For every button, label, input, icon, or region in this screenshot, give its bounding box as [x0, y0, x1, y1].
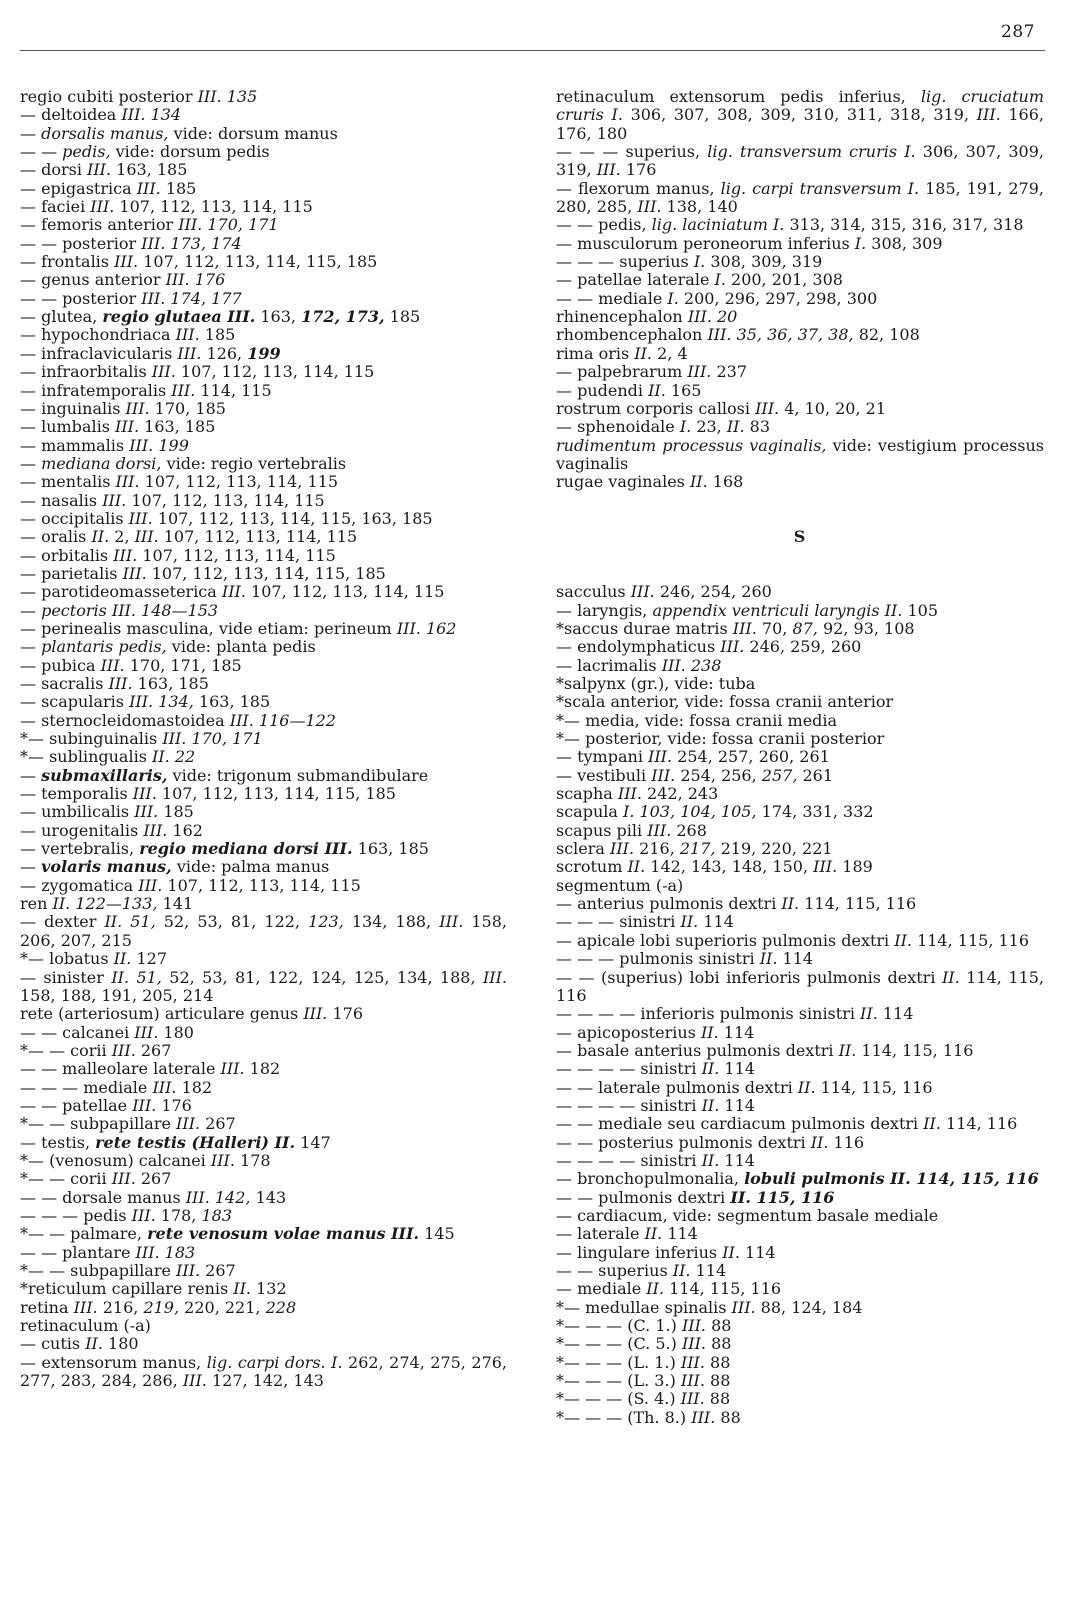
spacer [556, 547, 1044, 565]
section-letter: S [793, 527, 807, 547]
index-entry: — — posterior III. 174, 177 [20, 288, 242, 308]
index-entry: — laterale II. 114 [556, 1224, 698, 1244]
index-entry: *— — corii III. 267 [20, 1169, 172, 1189]
index-entry: — nasalis III. 107, 112, 113, 114, 115 [20, 490, 325, 510]
index-entry: — dorsalis manus, vide: dorsum manus [20, 123, 338, 143]
index-entry: — apicale lobi superioris pulmonis dextri II. 114, 115, 116 [556, 930, 1030, 950]
index-entry: — cardiacum, vide: segmentum basale mediale [556, 1205, 939, 1225]
index-entry: retinaculum extensorum pedis inferius, lig. cruciatum cruris I. 306, 307, 308, 309, 310, 311, 318, 319, III. 166, 176, 180 [556, 87, 1044, 143]
index-entry: — — mediale I. 200, 296, 297, 298, 300 [556, 288, 878, 308]
index-entry: — parietalis III. 107, 112, 113, 114, 115, 185 [20, 563, 386, 583]
index-entry: scapus pili III. 268 [556, 820, 707, 840]
index-entry: *— — — (L. 3.) III. 88 [556, 1371, 731, 1391]
index-entry: — cutis II. 180 [20, 1334, 139, 1354]
index-entry: — — laterale pulmonis dextri II. 114, 115, 116 [556, 1077, 933, 1097]
index-entry: rugae vaginales II. 168 [556, 472, 744, 492]
index-entry: — testis, rete testis (Halleri) II. 147 [20, 1132, 331, 1152]
index-entry: — perinealis masculina, vide etiam: perineum III. 162 [20, 618, 457, 638]
index-entry: — dexter II. 51, 52, 53, 81, 122, 123, 134, 188, III. 158, 206, 207, 215 [20, 912, 508, 950]
index-entry: — musculorum peroneorum inferius I. 308, 309 [556, 233, 943, 253]
index-entry: *— — palmare, rete venosum volae manus III. 145 [20, 1224, 455, 1244]
spacer [556, 510, 1044, 528]
index-entry: — — superius II. 114 [556, 1261, 727, 1280]
index-entry: — — calcanei III. 180 [20, 1022, 194, 1042]
index-entry: — — — pulmonis sinistri II. 114 [556, 949, 814, 969]
index-column-left [20, 88, 507, 1390]
index-entry: — pudendi II. 165 [556, 380, 702, 400]
index-entry: *salpynx (gr.), vide: tuba [556, 674, 756, 693]
index-entry: — — — — sinistri II. 114 [556, 1150, 755, 1170]
index-entry: — urogenitalis III. 162 [20, 820, 203, 840]
index-entry: rhombencephalon III. 35, 36, 37, 38, 82, 108 [556, 325, 920, 345]
index-entry: *saccus durae matris III. 70, 87, 92, 93, 108 [556, 618, 915, 638]
index-entry: — — — pedis III. 178, 183 [20, 1205, 233, 1225]
index-entry: — — — — inferioris pulmonis sinistri II. 114 [556, 1004, 914, 1024]
index-entry: scapha III. 242, 243 [556, 784, 719, 804]
index-entry: — anterius pulmonis dextri II. 114, 115, 116 [556, 894, 917, 914]
index-entry: rete (arteriosum) articulare genus III. 176 [20, 1004, 363, 1024]
index-entry: — — malleolare laterale III. 182 [20, 1059, 281, 1079]
index-entry: — — plantare III. 183 [20, 1242, 196, 1262]
index-entry: — mediale II. 114, 115, 116 [556, 1279, 782, 1299]
index-column-right [556, 88, 1044, 1427]
index-entry: sacculus III. 246, 254, 260 [556, 582, 772, 602]
index-entry: — mentalis III. 107, 112, 113, 114, 115 [20, 472, 339, 492]
index-entry: — dorsi III. 163, 185 [20, 160, 188, 180]
index-entry: — sternocleidomastoidea III. 116—122 [20, 710, 336, 730]
index-entry: — zygomatica III. 107, 112, 113, 114, 115 [20, 875, 361, 895]
index-entry: — hypochondriaca III. 185 [20, 325, 236, 345]
index-entry: — sinister II. 51, 52, 53, 81, 122, 124, 125, 134, 188, III. 158, 188, 191, 205, 214 [20, 967, 507, 1005]
index-entry: rudimentum processus vaginalis, vide: vestigium processus vaginalis [556, 435, 1044, 473]
index-entry: — — — superius, lig. transversum cruris I. 306, 307, 309, 319, III. 176 [556, 142, 1045, 180]
index-entry: *scala anterior, vide: fossa cranii anterior [556, 692, 894, 712]
index-entry: — — (superius) lobi inferioris pulmonis dextri II. 114, 115, 116 [556, 967, 1045, 1005]
index-entry: — palpebrarum III. 237 [556, 362, 748, 382]
index-entry: — — dorsale manus III. 142, 143 [20, 1187, 287, 1207]
index-entry: retinaculum (-a) [20, 1316, 151, 1336]
index-entry: scrotum II. 142, 143, 148, 150, III. 189 [556, 857, 873, 877]
index-entry: — inguinalis III. 170, 185 [20, 398, 226, 418]
index-entry: *— — subpapillare III. 267 [20, 1114, 236, 1134]
index-entry: — volaris manus, vide: palma manus [20, 857, 330, 877]
index-entry: — frontalis III. 107, 112, 113, 114, 115, 185 [20, 252, 378, 272]
index-entry: sclera III. 216, 217, 219, 220, 221 [556, 839, 833, 859]
index-entry: — mediana dorsi, vide: regio vertebralis [20, 453, 347, 473]
index-entry: — laryngis, appendix ventriculi laryngis II. 105 [556, 600, 938, 620]
index-entry: *— medullae spinalis III. 88, 124, 184 [556, 1297, 863, 1317]
index-entry: — parotideomasseterica III. 107, 112, 113, 114, 115 [20, 582, 445, 602]
header-rule [20, 50, 1045, 51]
index-entry: ren II. 122—133, 141 [20, 894, 194, 914]
index-entry: — sphenoidale I. 23, II. 83 [556, 417, 771, 437]
index-entry: — oralis II. 2, III. 107, 112, 113, 114, 115 [20, 527, 358, 547]
index-entry: *— lobatus II. 127 [20, 949, 168, 969]
index-entry: — vestibuli III. 254, 256, 257, 261 [556, 765, 834, 785]
page-number: 287 [1001, 22, 1035, 42]
index-entry: — tympani III. 254, 257, 260, 261 [556, 747, 830, 767]
index-entry: — sacralis III. 163, 185 [20, 674, 209, 693]
index-entry: — — pulmonis dextri II. 115, 116 [556, 1187, 835, 1207]
index-entry: — endolymphaticus III. 246, 259, 260 [556, 637, 862, 657]
index-entry: — — — — sinistri II. 114 [556, 1095, 755, 1115]
index-entry: — — posterior III. 173, 174 [20, 233, 242, 253]
index-entry: *— (venosum) calcanei III. 178 [20, 1150, 271, 1170]
index-entry: *— — — (C. 5.) III. 88 [556, 1334, 732, 1354]
index-entry: — basale anterius pulmonis dextri II. 114, 115, 116 [556, 1040, 974, 1060]
index-entry: — — patellae III. 176 [20, 1095, 192, 1115]
index-entry: — — — — sinistri II. 114 [556, 1059, 755, 1079]
index-entry: regio cubiti posterior III. 135 [20, 87, 258, 106]
index-entry: — — — mediale III. 182 [20, 1077, 213, 1097]
index-entry: — patellae laterale I. 200, 201, 308 [556, 270, 843, 290]
index-entry: *— media, vide: fossa cranii media [556, 710, 838, 730]
index-entry: — epigastrica III. 185 [20, 178, 197, 198]
index-entry: rhinencephalon III. 20 [556, 307, 738, 327]
index-entry: *— — — (C. 1.) III. 88 [556, 1316, 732, 1336]
index-entry: — infraclavicularis III. 126, 199 [20, 343, 281, 363]
index-entry: *— subinguinalis III. 170, 171 [20, 729, 263, 749]
index-entry: *— sublingualis II. 22 [20, 747, 196, 767]
index-entry: — plantaris pedis, vide: planta pedis [20, 637, 316, 657]
index-entry: — — pedis, lig. laciniatum I. 313, 314, 315, 316, 317, 318 [556, 215, 1024, 235]
index-entry: *— — — (L. 1.) III. 88 [556, 1352, 731, 1372]
spacer [556, 492, 1044, 510]
index-entry: — deltoidea III. 134 [20, 105, 182, 125]
index-entry: — lacrimalis III. 238 [556, 655, 722, 675]
index-entry: — vertebralis, regio mediana dorsi III. 163, 185 [20, 839, 429, 859]
index-entry: — femoris anterior III. 170, 171 [20, 215, 279, 235]
index-entry: *— — — (S. 4.) III. 88 [556, 1389, 731, 1409]
index-entry: — extensorum manus, lig. carpi dors. I. 262, 274, 275, 276, 277, 283, 284, 286, III. 127, 142, 143 [20, 1352, 508, 1391]
index-entry: — orbitalis III. 107, 112, 113, 114, 115 [20, 545, 336, 565]
index-entry: rima oris II. 2, 4 [556, 343, 688, 363]
index-entry: — pubica III. 170, 171, 185 [20, 655, 242, 675]
index-entry: segmentum (-a) [556, 875, 684, 895]
index-entry: rostrum corporis callosi III. 4, 10, 20, 21 [556, 398, 886, 418]
index-entry: — pectoris III. 148—153 [20, 600, 219, 620]
index-entry: *— — subpapillare III. 267 [20, 1261, 236, 1280]
index-entry: *— — corii III. 267 [20, 1040, 172, 1060]
index-entry: — infratemporalis III. 114, 115 [20, 380, 272, 400]
index-entry: — scapularis III. 134, 163, 185 [20, 692, 271, 712]
index-entry: — genus anterior III. 176 [20, 270, 226, 290]
index-entry: — — mediale seu cardiacum pulmonis dextri II. 114, 116 [556, 1114, 1018, 1134]
index-entry: — occipitalis III. 107, 112, 113, 114, 115, 163, 185 [20, 508, 433, 528]
index-entry: — mammalis III. 199 [20, 435, 189, 455]
index-entry: — bronchopulmonalia, lobuli pulmonis II. 114, 115, 116 [556, 1169, 1039, 1189]
index-entry: — apicoposterius II. 114 [556, 1022, 755, 1042]
index-entry: *— posterior, vide: fossa cranii posterior [556, 729, 885, 749]
spacer [556, 565, 1044, 583]
index-entry: scapula I. 103, 104, 105, 174, 331, 332 [556, 802, 874, 822]
index-entry: — submaxillaris, vide: trigonum submandibulare [20, 765, 429, 785]
index-entry: — lingulare inferius II. 114 [556, 1242, 776, 1262]
index-entry: — infraorbitalis III. 107, 112, 113, 114, 115 [20, 362, 375, 382]
index-entry: *— — — (Th. 8.) III. 88 [556, 1407, 741, 1427]
index-entry: — umbilicalis III. 185 [20, 802, 194, 822]
index-entry: — — — superius I. 308, 309, 319 [556, 252, 823, 272]
index-entry: — lumbalis III. 163, 185 [20, 417, 216, 437]
index-entry: — temporalis III. 107, 112, 113, 114, 115, 185 [20, 784, 396, 804]
index-entry: — faciei III. 107, 112, 113, 114, 115 [20, 197, 313, 217]
index-entry: *reticulum capillare renis II. 132 [20, 1279, 287, 1299]
index-entry: retina III. 216, 219, 220, 221, 228 [20, 1297, 297, 1317]
index-entry: — — posterius pulmonis dextri II. 116 [556, 1132, 865, 1152]
index-entry: — flexorum manus, lig. carpi transversum I. 185, 191, 279, 280, 285, III. 138, 140 [556, 178, 1044, 217]
index-entry: — — — sinistri II. 114 [556, 912, 734, 932]
index-entry: — glutea, regio glutaea III. 163, 172, 173, 185 [20, 307, 421, 327]
index-entry: — — pedis, vide: dorsum pedis [20, 142, 270, 162]
